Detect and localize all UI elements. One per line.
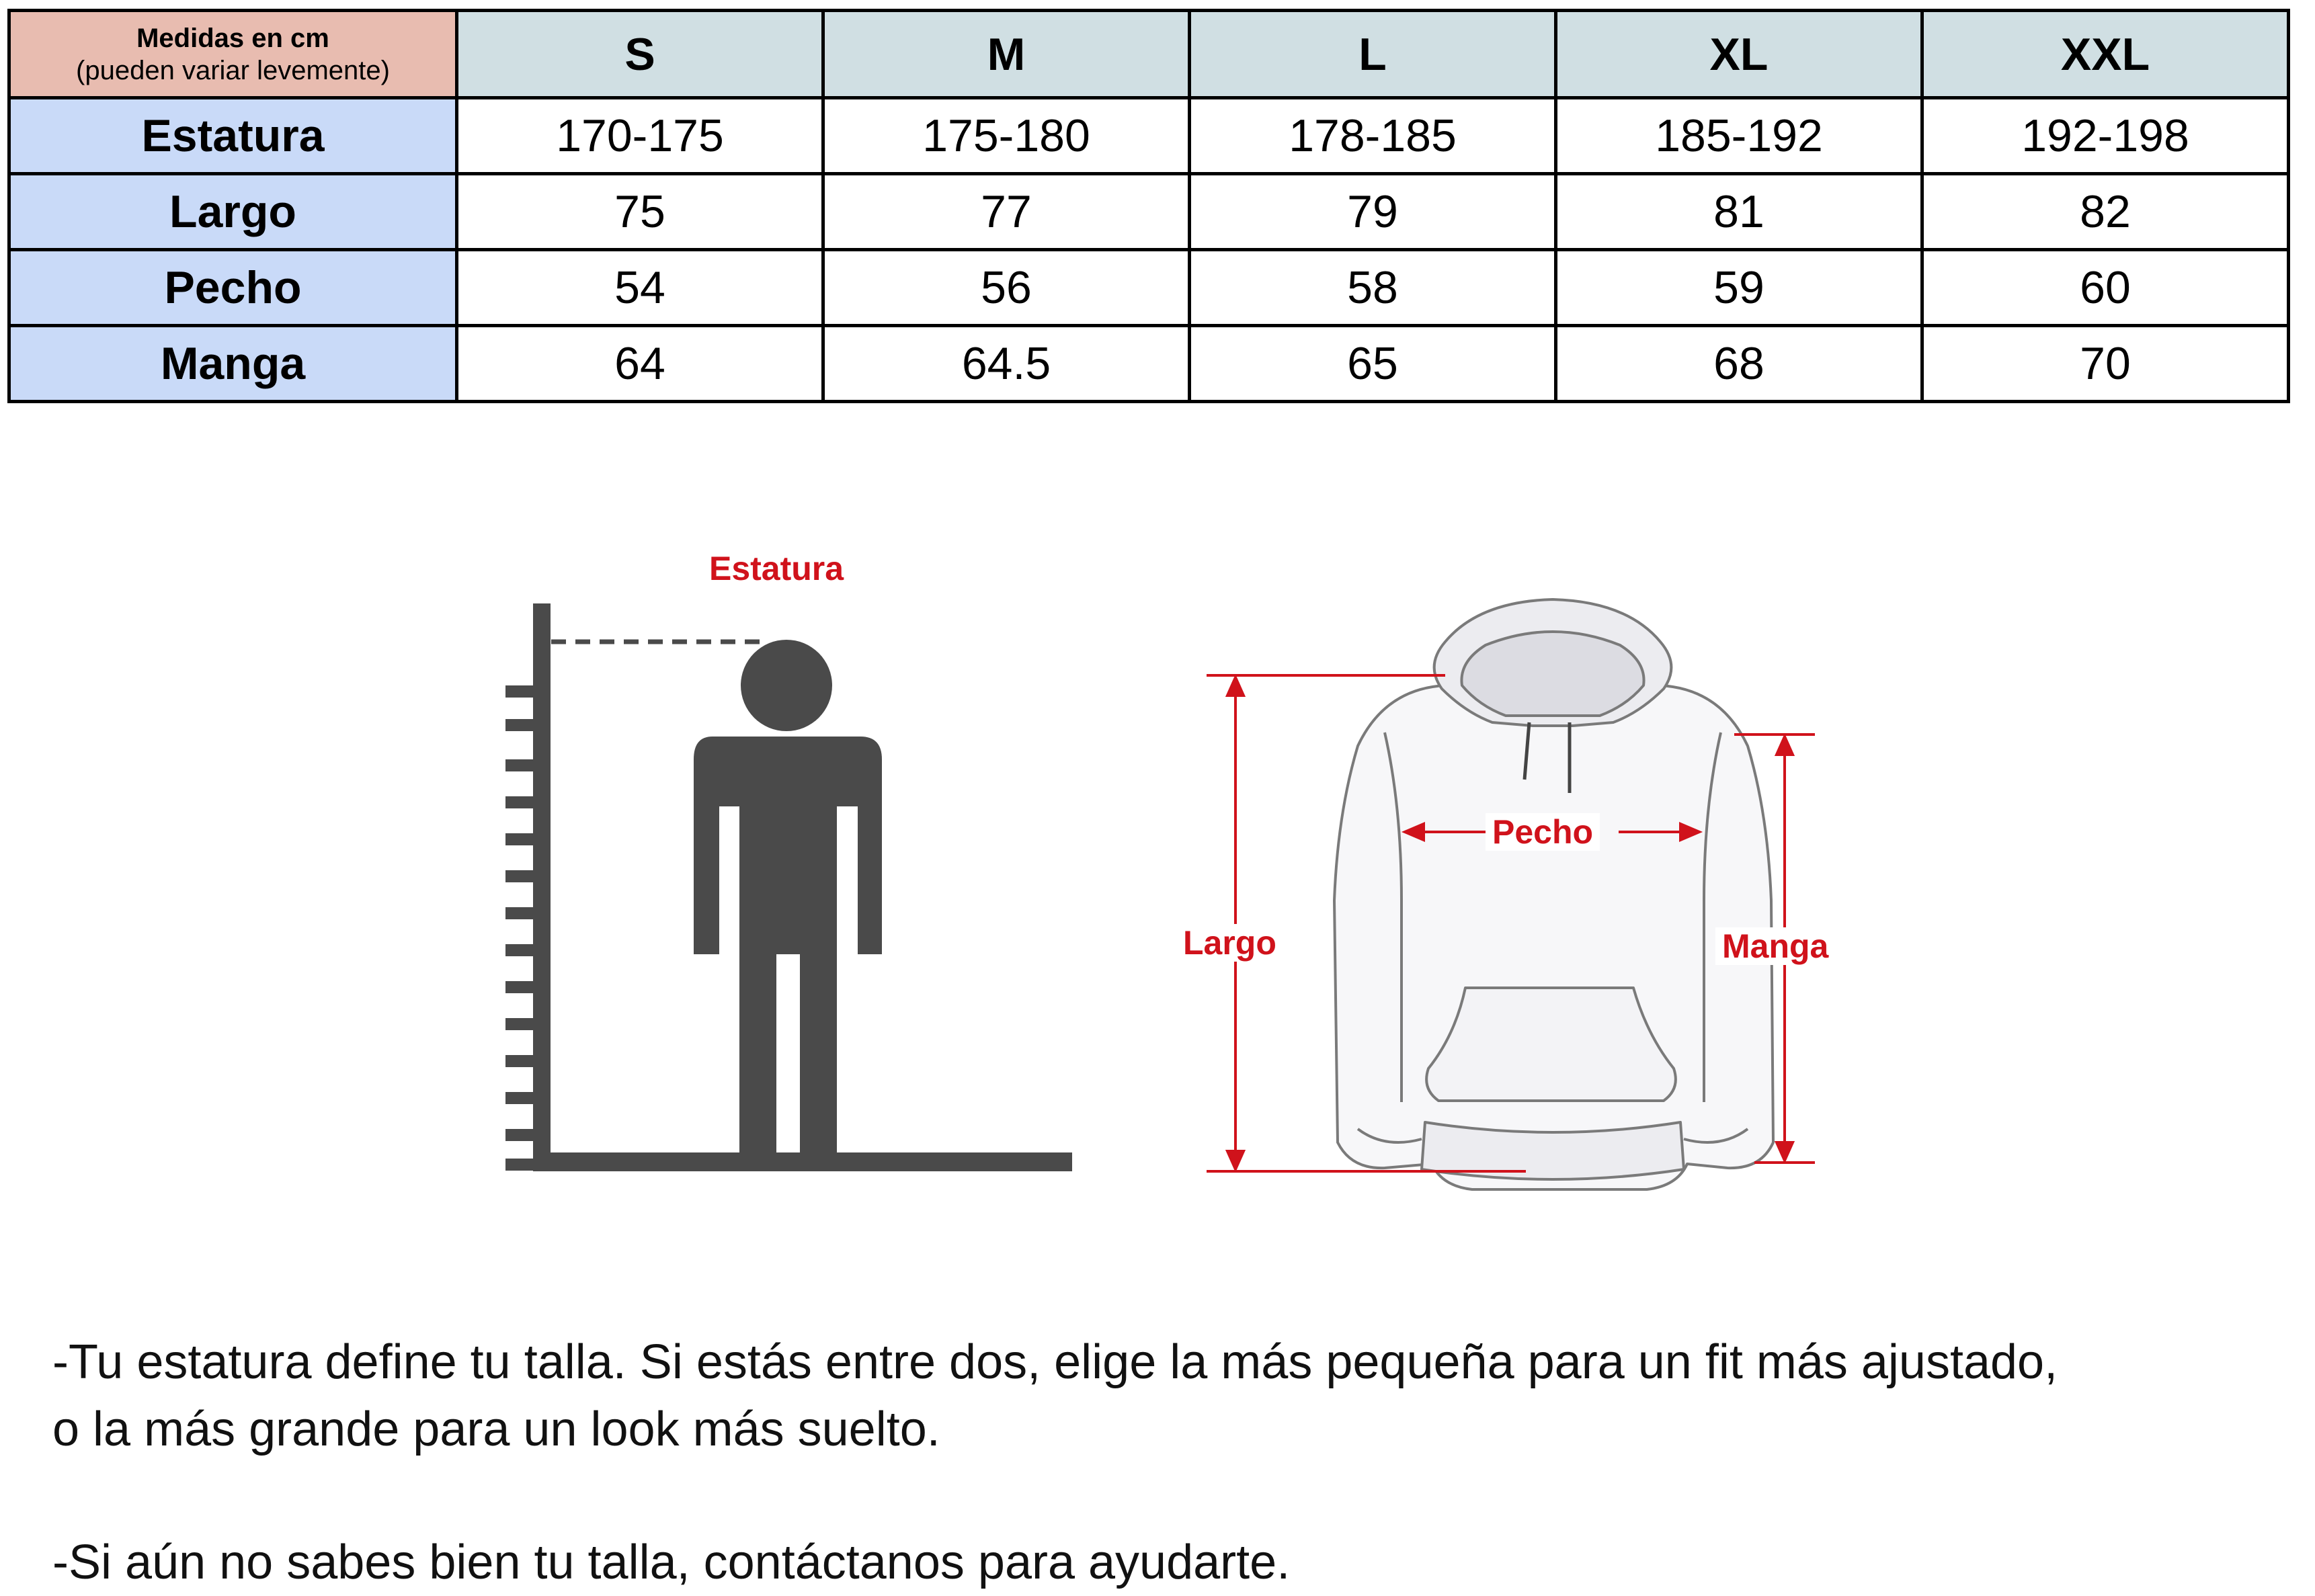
table-row: [9, 98, 2289, 174]
table-cell: 82: [1922, 174, 2289, 250]
table-cell: 54: [457, 250, 823, 326]
table-cell: 77: [823, 174, 1190, 250]
table-cell: 170-175: [457, 98, 823, 174]
table-cell: 178-185: [1190, 98, 1556, 174]
table-cell: 56: [823, 250, 1190, 326]
size-header-xl: XL: [1556, 11, 1922, 98]
units-title: Medidas en cm: [136, 23, 329, 53]
row-label-estatura: Estatura: [9, 98, 457, 174]
floor-line-icon: [533, 1152, 1072, 1171]
table-cell: 81: [1556, 174, 1922, 250]
table-header-row: [9, 11, 2289, 98]
table-cell: 79: [1190, 174, 1556, 250]
size-chart-table: [7, 9, 2290, 403]
table-cell: 192-198: [1922, 98, 2289, 174]
size-header-m: M: [823, 11, 1190, 98]
size-advice-note-cont: o la más grande para un look más suelto.: [52, 1402, 940, 1456]
length-label: Largo: [1176, 924, 1283, 962]
row-label-manga: Manga: [9, 326, 457, 402]
person-icon: [694, 640, 882, 1152]
units-note: (pueden variar levemente): [76, 55, 390, 85]
size-header-l: L: [1190, 11, 1556, 98]
ruler-ticks-icon: [505, 685, 536, 1171]
table-cell: 185-192: [1556, 98, 1922, 174]
table-cell: 58: [1190, 250, 1556, 326]
height-figure: [505, 603, 1072, 1171]
height-label: Estatura: [709, 550, 844, 587]
table-row: [9, 174, 2289, 250]
table-cell: 68: [1556, 326, 1922, 402]
size-header-xxl: XXL: [1922, 11, 2289, 98]
measurement-illustrations: [0, 524, 2315, 1196]
size-advice-note: -Tu estatura define tu talla. Si estás entre dos, elige la más pequeña para un fit más ajustado,: [52, 1335, 2058, 1389]
row-label-pecho: Pecho: [9, 250, 457, 326]
table-cell: 75: [457, 174, 823, 250]
table-cell: 64.5: [823, 326, 1190, 402]
sleeve-label: Manga: [1715, 927, 1835, 965]
table-row: [9, 326, 2289, 402]
table-cell: 65: [1190, 326, 1556, 402]
table-corner-cell: [9, 11, 457, 98]
table-cell: 175-180: [823, 98, 1190, 174]
table-cell: 70: [1922, 326, 2289, 402]
chest-label: Pecho: [1486, 813, 1600, 851]
table-row: [9, 250, 2289, 326]
contact-note: -Si aún no sabes bien tu talla, contáctanos para ayudarte.: [52, 1536, 1291, 1589]
hoodie-icon: [1334, 599, 1773, 1189]
row-label-largo: Largo: [9, 174, 457, 250]
table-cell: 59: [1556, 250, 1922, 326]
size-header-s: S: [457, 11, 823, 98]
table-cell: 64: [457, 326, 823, 402]
table-cell: 60: [1922, 250, 2289, 326]
